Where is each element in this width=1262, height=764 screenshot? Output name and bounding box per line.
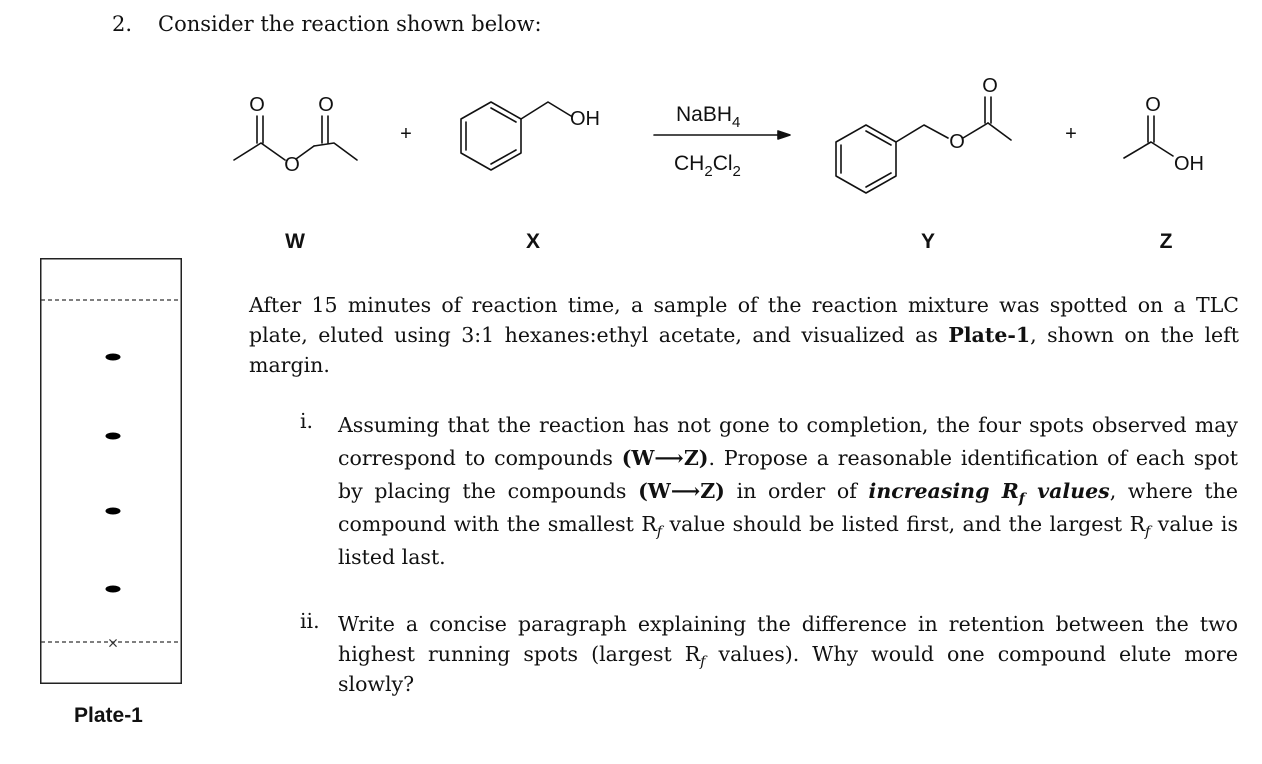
compound-x-structure <box>461 102 571 170</box>
origin-mark: × <box>107 635 119 652</box>
z-carbonyl-oxygen: O <box>1145 94 1161 116</box>
plus-sign-reactants: + <box>400 123 412 145</box>
z-hydroxyl-label: OH <box>1174 153 1204 175</box>
y-ester-oxygen: O <box>949 131 965 153</box>
compound-label-y: Y <box>920 230 936 253</box>
item-ii-text: Write a concise paragraph explaining the difference in retention between the two highest running spots (largest $R_f$ values). Why would one compound elute more slowly? <box>338 612 1238 696</box>
intro-text-2: , shown on the left margin. <box>249 323 1240 377</box>
y-carbonyl-oxygen: O <box>982 75 998 97</box>
compound-y-structure <box>836 97 1011 193</box>
intro-paragraph <box>249 290 1239 380</box>
reaction-arrow <box>654 131 790 139</box>
question-title: Consider the reaction shown below: <box>158 12 542 36</box>
compound-label-z: Z <box>1159 230 1173 253</box>
intro-text-1: After 15 minutes of reaction time, a sample of the reaction mixture was spotted on a TLC plate, eluted using 3:1 hexanes:ethyl acetate, and visualized as <box>249 293 1239 347</box>
x-hydroxyl-label: OH <box>570 108 600 130</box>
item-i-marker: i. <box>300 409 314 433</box>
compound-z-structure <box>1124 116 1173 158</box>
tlc-spot-1 <box>106 354 121 361</box>
tlc-spot-3 <box>106 508 121 515</box>
plus-sign-products: + <box>1065 123 1077 145</box>
solvent-below-arrow: $CH_2Cl_2$ <box>674 152 741 180</box>
plate-caption: Plate-1 <box>74 704 143 727</box>
intro-plate-name: Plate-1 <box>948 323 1031 347</box>
w-carbonyl-oxygen-2: O <box>318 94 334 116</box>
item-ii-marker: ii. <box>300 609 320 633</box>
tlc-plate <box>40 258 182 684</box>
compound-label-x: X <box>525 230 541 253</box>
reagent-above-arrow: NaBH$_4$ <box>676 103 741 131</box>
tlc-spot-4 <box>106 586 121 593</box>
tlc-spot-2 <box>106 433 121 440</box>
w-carbonyl-oxygen-1: O <box>249 94 265 116</box>
question-number: 2. <box>112 12 133 36</box>
w-bridging-oxygen: O <box>284 154 300 176</box>
item-i-text: Assuming that the reaction has not gone to completion, the four spots observed may correspond to compounds (W⟶Z). Propose a reasonable identification of each spot by placing the compounds (W⟶Z) in order of increasing $R_f$ values, where the compound with the smallest $R_f$ value should be listed first, and the largest $R_f$ value is listed last. <box>338 413 1239 569</box>
compound-label-w: W <box>285 230 305 253</box>
reaction-scheme <box>0 0 1262 264</box>
tlc-plate-border <box>41 259 182 684</box>
